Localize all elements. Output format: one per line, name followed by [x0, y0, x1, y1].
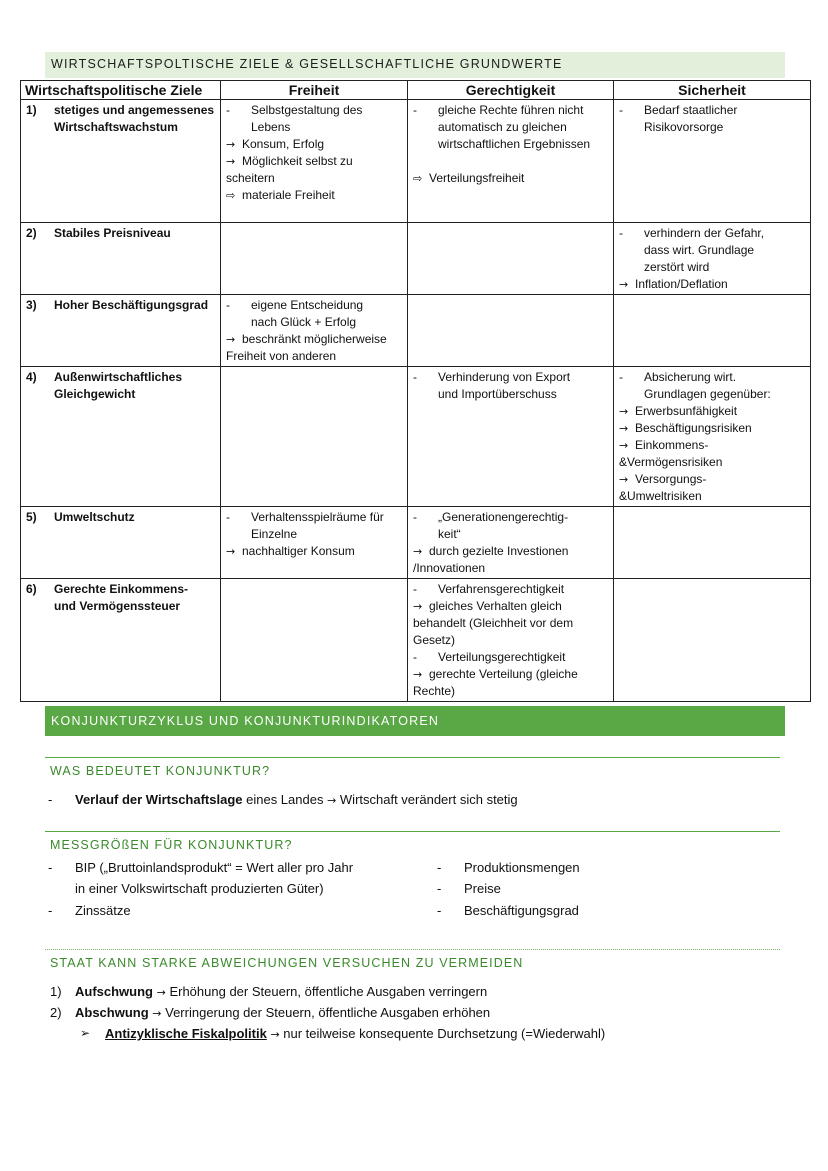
cell-text: /Innovationen [413, 561, 486, 575]
divider [45, 757, 780, 758]
cell-text: dass wirt. Grundlage [644, 243, 755, 257]
bullet-marker: - [437, 860, 442, 875]
arrow-icon: → [619, 473, 629, 486]
cell-text: keit“ [438, 527, 461, 541]
item-text: Erhöhung der Steuern, öffentliche Ausgaben verringern [165, 984, 488, 999]
cell-line [619, 276, 806, 293]
cell-text: Rechte) [413, 684, 456, 698]
cell-text: &Umweltrisiken [619, 489, 702, 503]
cell-text: Versorgungs- [635, 472, 707, 486]
arrow-icon: → [226, 545, 236, 558]
dash-marker: - [619, 370, 623, 384]
goal-text [54, 581, 188, 615]
cell-line [619, 225, 806, 242]
goal-text [54, 225, 171, 242]
table-body [21, 100, 811, 702]
table-row [21, 367, 811, 507]
definition-text: eines Landes [242, 792, 328, 807]
cell-text: Einkommens- [635, 438, 709, 452]
list-item-continued: in einer Volkswirtschaft produzierten Güter) [75, 881, 324, 896]
cell-text: Risikovorsorge [644, 120, 724, 134]
arrow-icon: → [327, 794, 337, 807]
arrow-icon: → [270, 1028, 280, 1041]
cell-text: durch gezielte Investionen [429, 544, 569, 558]
header-freiheit: Freiheit [221, 81, 408, 100]
goal-number: 3) [26, 298, 37, 312]
goal-text-line: Gleichgewicht [54, 387, 136, 401]
table-row [21, 507, 811, 579]
cell-text: Lebens [251, 120, 291, 134]
cell-text: materiale Freiheit [242, 188, 335, 202]
cell-text: wirtschaftlichen Ergebnissen [438, 137, 591, 151]
cell-line [226, 170, 403, 187]
arrow-icon: → [413, 545, 423, 558]
goal-text [54, 102, 214, 136]
list-item: Preise [464, 881, 501, 896]
cell-text: automatisch zu gleichen [438, 120, 567, 134]
sicherheit-cell [614, 507, 811, 579]
cell-line [413, 632, 609, 649]
bullet-marker: - [437, 881, 442, 896]
cell-text: Bedarf staatlicher [644, 103, 738, 117]
cell-line [413, 598, 609, 615]
goal-cell [21, 223, 221, 295]
dash-marker: - [413, 510, 417, 524]
sub-item-fiskalpolitik [105, 1026, 605, 1041]
cell-line [413, 386, 609, 403]
header-sicherheit: Sicherheit [614, 81, 811, 100]
arrow-icon: → [226, 138, 236, 151]
goal-number: 4) [26, 370, 37, 384]
cell-text: Freiheit von anderen [226, 349, 337, 363]
subheading-konjunktur: WAS BEDEUTET KONJUNKTUR? [50, 764, 271, 778]
section-title: KONJUNKTURZYKLUS UND KONJUNKTURINDIKATOREN [51, 714, 440, 728]
sicherheit-cell [614, 367, 811, 507]
cell-line [226, 297, 403, 314]
cell-text: nachhaltiger Konsum [242, 544, 355, 558]
dash-marker: - [413, 370, 417, 384]
cell-line [619, 119, 806, 136]
cell-line [413, 560, 609, 577]
cell-text: Selbstgestaltung des [251, 103, 363, 117]
goal-number: 2) [26, 226, 37, 240]
section-heading-goals [45, 52, 785, 78]
cell-text: Gesetz) [413, 633, 456, 647]
dash-marker: - [226, 103, 230, 117]
cell-text: Absicherung wirt. [644, 370, 737, 384]
goal-text [54, 509, 135, 526]
goal-label [26, 102, 216, 136]
cell-line [413, 509, 609, 526]
goal-text-line: Umweltschutz [54, 510, 135, 524]
cell-text: zerstört wird [644, 260, 710, 274]
cell-line [413, 666, 609, 683]
cell-text: gleiches Verhalten gleich [429, 599, 562, 613]
cell-line [619, 386, 806, 403]
gerechtigkeit-cell [408, 367, 614, 507]
cell-text: beschränkt möglicherweise [242, 332, 387, 346]
cell-line [226, 136, 403, 153]
goal-text [54, 369, 182, 403]
cell-line [619, 403, 806, 420]
freiheit-cell [221, 367, 408, 507]
bullet-marker: - [437, 903, 442, 918]
list-item: BIP („Bruttoinlandsprodukt“ = Wert aller pro Jahr [75, 860, 354, 875]
subheading-staat: STAAT KANN STARKE ABWEICHUNGEN VERSUCHEN ZU VERMEIDEN [50, 956, 524, 970]
arrow-icon: → [619, 422, 629, 435]
cell-line [619, 471, 806, 488]
goal-text-line: Stabiles Preisniveau [54, 226, 171, 240]
gerechtigkeit-cell [408, 579, 614, 702]
freiheit-cell [221, 579, 408, 702]
cell-line [413, 615, 609, 632]
table-row [21, 100, 811, 223]
section-heading-konjunktur [45, 706, 785, 736]
cell-text: Einzelne [251, 527, 298, 541]
goal-number: 1) [26, 103, 37, 117]
goal-text [54, 297, 208, 314]
cell-text: Verteilungsgerechtigkeit [438, 650, 566, 664]
goal-text-line: stetiges und angemessenes [54, 103, 215, 117]
gerechtigkeit-cell [408, 100, 614, 223]
sicherheit-cell [614, 295, 811, 367]
freiheit-cell [221, 295, 408, 367]
goal-text-line: Wirtschaftswachstum [54, 120, 178, 134]
term-bold: Aufschwung [75, 984, 153, 999]
dash-marker: - [226, 298, 230, 312]
cell-line [413, 119, 609, 136]
gerechtigkeit-cell [408, 295, 614, 367]
divider [45, 949, 780, 950]
arrow-icon: → [152, 1007, 162, 1020]
arrow-icon: → [619, 405, 629, 418]
sicherheit-cell [614, 223, 811, 295]
cell-text: Verhaltensspielräume für [251, 510, 384, 524]
gerechtigkeit-cell [408, 223, 614, 295]
cell-line [226, 543, 403, 560]
cell-line [619, 488, 806, 505]
sicherheit-cell [614, 579, 811, 702]
cell-line [413, 543, 609, 560]
list-number: 1) [50, 984, 62, 999]
cell-text: eigene Entscheidung [251, 298, 364, 312]
goal-text-line: Außenwirtschaftliches [54, 370, 183, 384]
table-row [21, 295, 811, 367]
goal-text-line: Gerechte Einkommens- [54, 582, 189, 596]
cell-line [413, 170, 609, 187]
cell-line [226, 187, 403, 204]
sicherheit-cell [614, 100, 811, 223]
section-title: WIRTSCHAFTSPOLTISCHE ZIELE & GESELLSCHAFTLICHE GRUNDWERTE [51, 57, 563, 71]
gerechtigkeit-cell [408, 507, 614, 579]
cell-line [226, 509, 403, 526]
definition-line [75, 792, 518, 807]
cell-line [413, 581, 609, 598]
cell-line [226, 119, 403, 136]
dash-marker: - [413, 582, 417, 596]
dash-marker: - [619, 226, 623, 240]
list-item: Produktionsmengen [464, 860, 580, 875]
goal-cell [21, 579, 221, 702]
cell-text: Möglichkeit selbst zu [242, 154, 353, 168]
item-text: nur teilweise konsequente Durchsetzung (=Wiederwahl) [279, 1026, 606, 1041]
arrow-icon: → [619, 278, 629, 291]
goal-label [26, 369, 216, 403]
cell-line [413, 153, 609, 170]
freiheit-cell [221, 100, 408, 223]
cell-text: scheitern [226, 171, 275, 185]
goal-number: 6) [26, 582, 37, 596]
arrow-icon: → [156, 986, 166, 999]
goal-cell [21, 367, 221, 507]
cell-line [413, 526, 609, 543]
list-item-abschwung [75, 1005, 490, 1020]
arrow-icon: → [226, 155, 236, 168]
cell-text: und Importüberschuss [438, 387, 557, 401]
bullet-marker: - [48, 792, 53, 807]
table-row [21, 223, 811, 295]
cell-text: verhindern der Gefahr, [644, 226, 765, 240]
goal-label [26, 509, 216, 526]
cell-line [413, 649, 609, 666]
arrow-icon: ⇨ [226, 189, 236, 202]
cell-line [619, 102, 806, 119]
cell-line [226, 314, 403, 331]
cell-line [413, 683, 609, 700]
cell-text: Inflation/Deflation [635, 277, 728, 291]
arrow-icon: → [226, 333, 236, 346]
cell-text: Konsum, Erfolg [242, 137, 325, 151]
goals-table [20, 80, 811, 702]
cell-text: Beschäftigungsrisiken [635, 421, 752, 435]
freiheit-cell [221, 223, 408, 295]
dash-marker: - [413, 103, 417, 117]
arrow-icon: → [413, 668, 423, 681]
list-item: Beschäftigungsgrad [464, 903, 579, 918]
list-number: 2) [50, 1005, 62, 1020]
cell-line [226, 331, 403, 348]
header-goals: Wirtschaftspolitische Ziele [21, 81, 221, 100]
term-bold-underlined: Antizyklische Fiskalpolitik [105, 1026, 267, 1041]
arrow-icon: → [619, 439, 629, 452]
header-gerechtigkeit: Gerechtigkeit [408, 81, 614, 100]
cell-line [226, 153, 403, 170]
cell-line [619, 242, 806, 259]
table-row [21, 579, 811, 702]
definition-bold: Verlauf der Wirtschaftslage [75, 792, 243, 807]
cell-text: gleiche Rechte führen nicht [438, 103, 584, 117]
cell-line [413, 369, 609, 386]
bullet-marker: - [48, 860, 53, 875]
definition-tail: Wirtschaft verändert sich stetig [336, 792, 518, 807]
cell-text: &Vermögensrisiken [619, 455, 723, 469]
cell-text: behandelt (Gleichheit vor dem [413, 616, 574, 630]
cell-line [619, 259, 806, 276]
cell-text: Grundlagen gegenüber: [644, 387, 771, 401]
dash-marker: - [619, 103, 623, 117]
goal-number: 5) [26, 510, 37, 524]
cell-text: Verteilungsfreiheit [429, 171, 525, 185]
cell-text: Verfahrensgerechtigkeit [438, 582, 565, 596]
dash-marker: - [413, 650, 417, 664]
cell-line [619, 369, 806, 386]
cell-line [413, 102, 609, 119]
dash-marker: - [226, 510, 230, 524]
cell-line [226, 102, 403, 119]
cell-text: Verhinderung von Export [438, 370, 571, 384]
freiheit-cell [221, 507, 408, 579]
list-item-aufschwung [75, 984, 487, 999]
goal-cell [21, 100, 221, 223]
cell-text: Erwerbsunfähigkeit [635, 404, 738, 418]
goal-text-line: Hoher Beschäftigungsgrad [54, 298, 209, 312]
goal-cell [21, 295, 221, 367]
cell-line [413, 136, 609, 153]
item-text: Verringerung der Steuern, öffentliche Ausgaben erhöhen [161, 1005, 491, 1020]
subheading-messgroessen: MESSGRÖßEN FÜR KONJUNKTUR? [50, 838, 293, 852]
cell-text: gerechte Verteilung (gleiche [429, 667, 578, 681]
goal-cell [21, 507, 221, 579]
cell-line [619, 437, 806, 454]
list-item: Zinssätze [75, 903, 131, 918]
arrowhead-bullet-icon: ➢ [80, 1026, 91, 1040]
cell-text: „Generationengerechtig- [438, 510, 569, 524]
goal-label [26, 297, 216, 314]
divider [45, 831, 780, 832]
goal-label [26, 581, 216, 615]
cell-line [226, 348, 403, 365]
cell-line [619, 454, 806, 471]
cell-text: nach Glück + Erfolg [251, 315, 357, 329]
bullet-marker: - [48, 903, 53, 918]
term-bold: Abschwung [75, 1005, 149, 1020]
cell-line [226, 526, 403, 543]
goal-text-line: und Vermögenssteuer [54, 599, 181, 613]
goal-label [26, 225, 216, 242]
arrow-icon: → [413, 600, 423, 613]
table-header-row [21, 81, 811, 100]
cell-line [619, 420, 806, 437]
arrow-icon: ⇨ [413, 172, 423, 185]
